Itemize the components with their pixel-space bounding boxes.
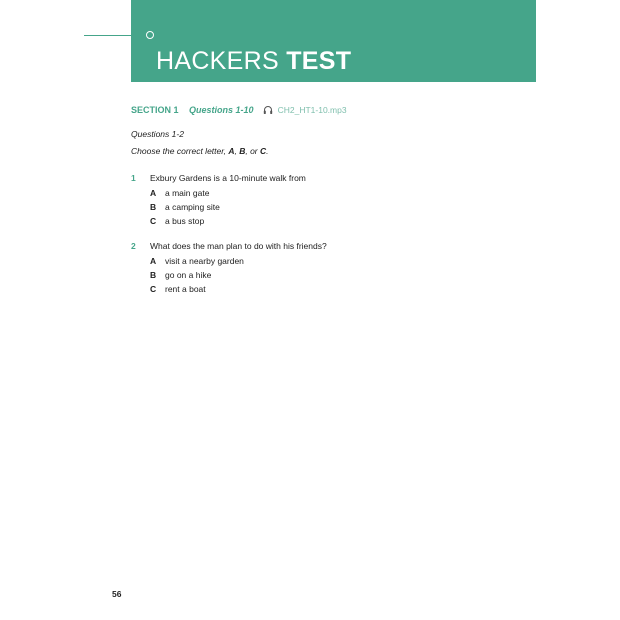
circle-icon (146, 31, 154, 39)
option-letter: A (150, 188, 157, 198)
question-group-label: Questions 1-2 (131, 129, 184, 139)
instruction-sep-2: , or (245, 146, 260, 156)
instruction-suffix: . (266, 146, 269, 156)
option-letter: A (150, 256, 157, 266)
option-text: a bus stop (165, 216, 205, 226)
section-question-range: Questions 1-10 (189, 105, 254, 115)
option-text: a camping site (165, 202, 220, 212)
option-text: go on a hike (165, 270, 212, 280)
section-heading (131, 104, 347, 118)
option-letter: C (150, 216, 157, 226)
page-number: 56 (112, 589, 122, 599)
question-number: 2 (131, 241, 136, 251)
audio-file-link[interactable]: CH2_HT1-10.mp3 (277, 105, 347, 115)
page-title (156, 46, 351, 76)
headphones-icon[interactable] (263, 105, 273, 118)
instruction-sep-1: , (234, 146, 240, 156)
option-text: a main gate (165, 188, 210, 198)
question-text: Exbury Gardens is a 10-minute walk from (150, 173, 306, 183)
instruction-text (131, 146, 269, 156)
instruction-prefix: Choose the correct letter, (131, 146, 229, 156)
instruction-letter-c: C (260, 146, 267, 156)
title-bold: TEST (286, 47, 352, 75)
instruction-letter-b: B (239, 146, 246, 156)
option-letter: C (150, 284, 157, 294)
section-label: SECTION 1 (131, 105, 179, 115)
option-letter: B (150, 202, 157, 212)
instruction-letter-a: A (228, 146, 235, 156)
question-text: What does the man plan to do with his friends? (150, 241, 327, 251)
option-letter: B (150, 270, 157, 280)
question-number: 1 (131, 173, 136, 183)
header-rule (84, 35, 142, 36)
option-text: rent a boat (165, 284, 206, 294)
title-light: HACKERS (156, 47, 279, 75)
option-text: visit a nearby garden (165, 256, 244, 266)
